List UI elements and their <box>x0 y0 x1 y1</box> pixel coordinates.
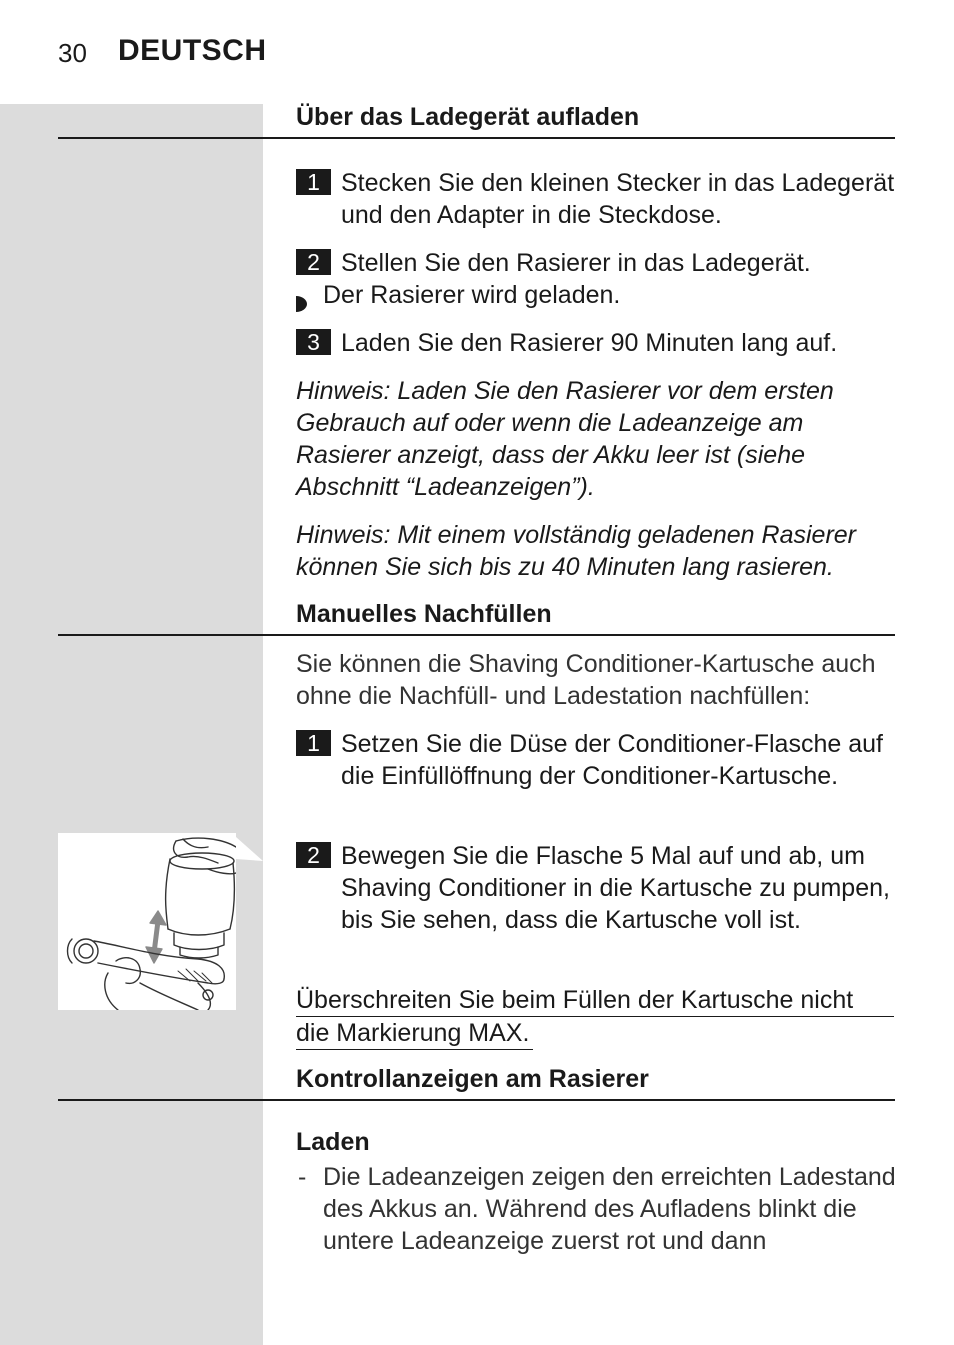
charging-result <box>296 279 896 311</box>
section-divider <box>58 634 895 636</box>
section-divider <box>58 137 895 139</box>
language-heading: DEUTSCH <box>118 34 267 67</box>
caution-line: Überschreiten Sie beim Füllen der Kartusche nicht <box>296 984 894 1017</box>
charging-step-3 <box>296 327 896 359</box>
shaver-refill-drawing <box>58 833 236 1010</box>
section-title-indicators: Kontrollanzeigen am Rasierer <box>296 1065 649 1093</box>
result-text: Der Rasierer wird geladen. <box>323 281 621 309</box>
refill-intro: Sie können die Shaving Conditioner-Kartusche auch ohne die Nachfüll- und Ladestation nachfüllen: <box>296 650 876 710</box>
step-number: 1 <box>296 730 331 756</box>
refill-illustration <box>58 833 236 1010</box>
step-number: 3 <box>296 329 331 355</box>
callout-pointer <box>236 833 266 863</box>
step-number: 2 <box>296 842 331 868</box>
step-text: Laden Sie den Rasierer 90 Minuten lang auf. <box>341 329 838 357</box>
refill-step-2 <box>296 840 896 936</box>
step-text: Stecken Sie den kleinen Stecker in das Ladegerät und den Adapter in die Steckdose. <box>341 169 895 229</box>
step-text: Bewegen Sie die Flasche 5 Mal auf und ab, um Shaving Conditioner in die Kartusche zu pumpen, bis Sie sehen, dass die Kartusche voll ist. <box>341 842 890 934</box>
refill-caution <box>296 984 896 1050</box>
bullet-dash: - <box>298 1163 307 1191</box>
charging-step-2 <box>296 247 896 279</box>
section-title-refill: Manuelles Nachfüllen <box>296 600 552 628</box>
step-text: Setzen Sie die Düse der Conditioner-Flasche auf die Einfüllöffnung der Conditioner-Kartusche. <box>341 730 883 790</box>
refill-step-1 <box>296 728 896 792</box>
step-number: 2 <box>296 249 331 275</box>
section-title-charging: Über das Ladegerät aufladen <box>296 103 640 131</box>
subheading-laden: Laden <box>296 1128 370 1156</box>
result-marker-icon <box>296 288 307 320</box>
bullet-text: Die Ladeanzeigen zeigen den erreichten Ladestand des Akkus an. Während des Aufladens blinkt die untere Ladeanzeige zuerst rot und dann <box>323 1163 896 1255</box>
charging-step-1 <box>296 167 896 231</box>
charging-note-1: Hinweis: Laden Sie den Rasierer vor dem ersten Gebrauch auf oder wenn die Ladeanzeige am Rasierer anzeigt, dass der Akku leer ist (siehe Abschnitt “Ladeanzeigen”). <box>296 377 834 501</box>
step-number: 1 <box>296 169 331 195</box>
section-divider <box>58 1099 895 1101</box>
step-text: Stellen Sie den Rasierer in das Ladegerät. <box>341 249 811 277</box>
caution-line: die Markierung MAX. <box>296 1017 533 1050</box>
sidebar-band <box>0 104 263 1345</box>
charging-note-2: Hinweis: Mit einem vollständig geladenen Rasierer können Sie sich bis zu 40 Minuten lang rasieren. <box>296 521 856 581</box>
indicators-bullet <box>296 1161 896 1257</box>
page-number: 30 <box>58 38 87 68</box>
